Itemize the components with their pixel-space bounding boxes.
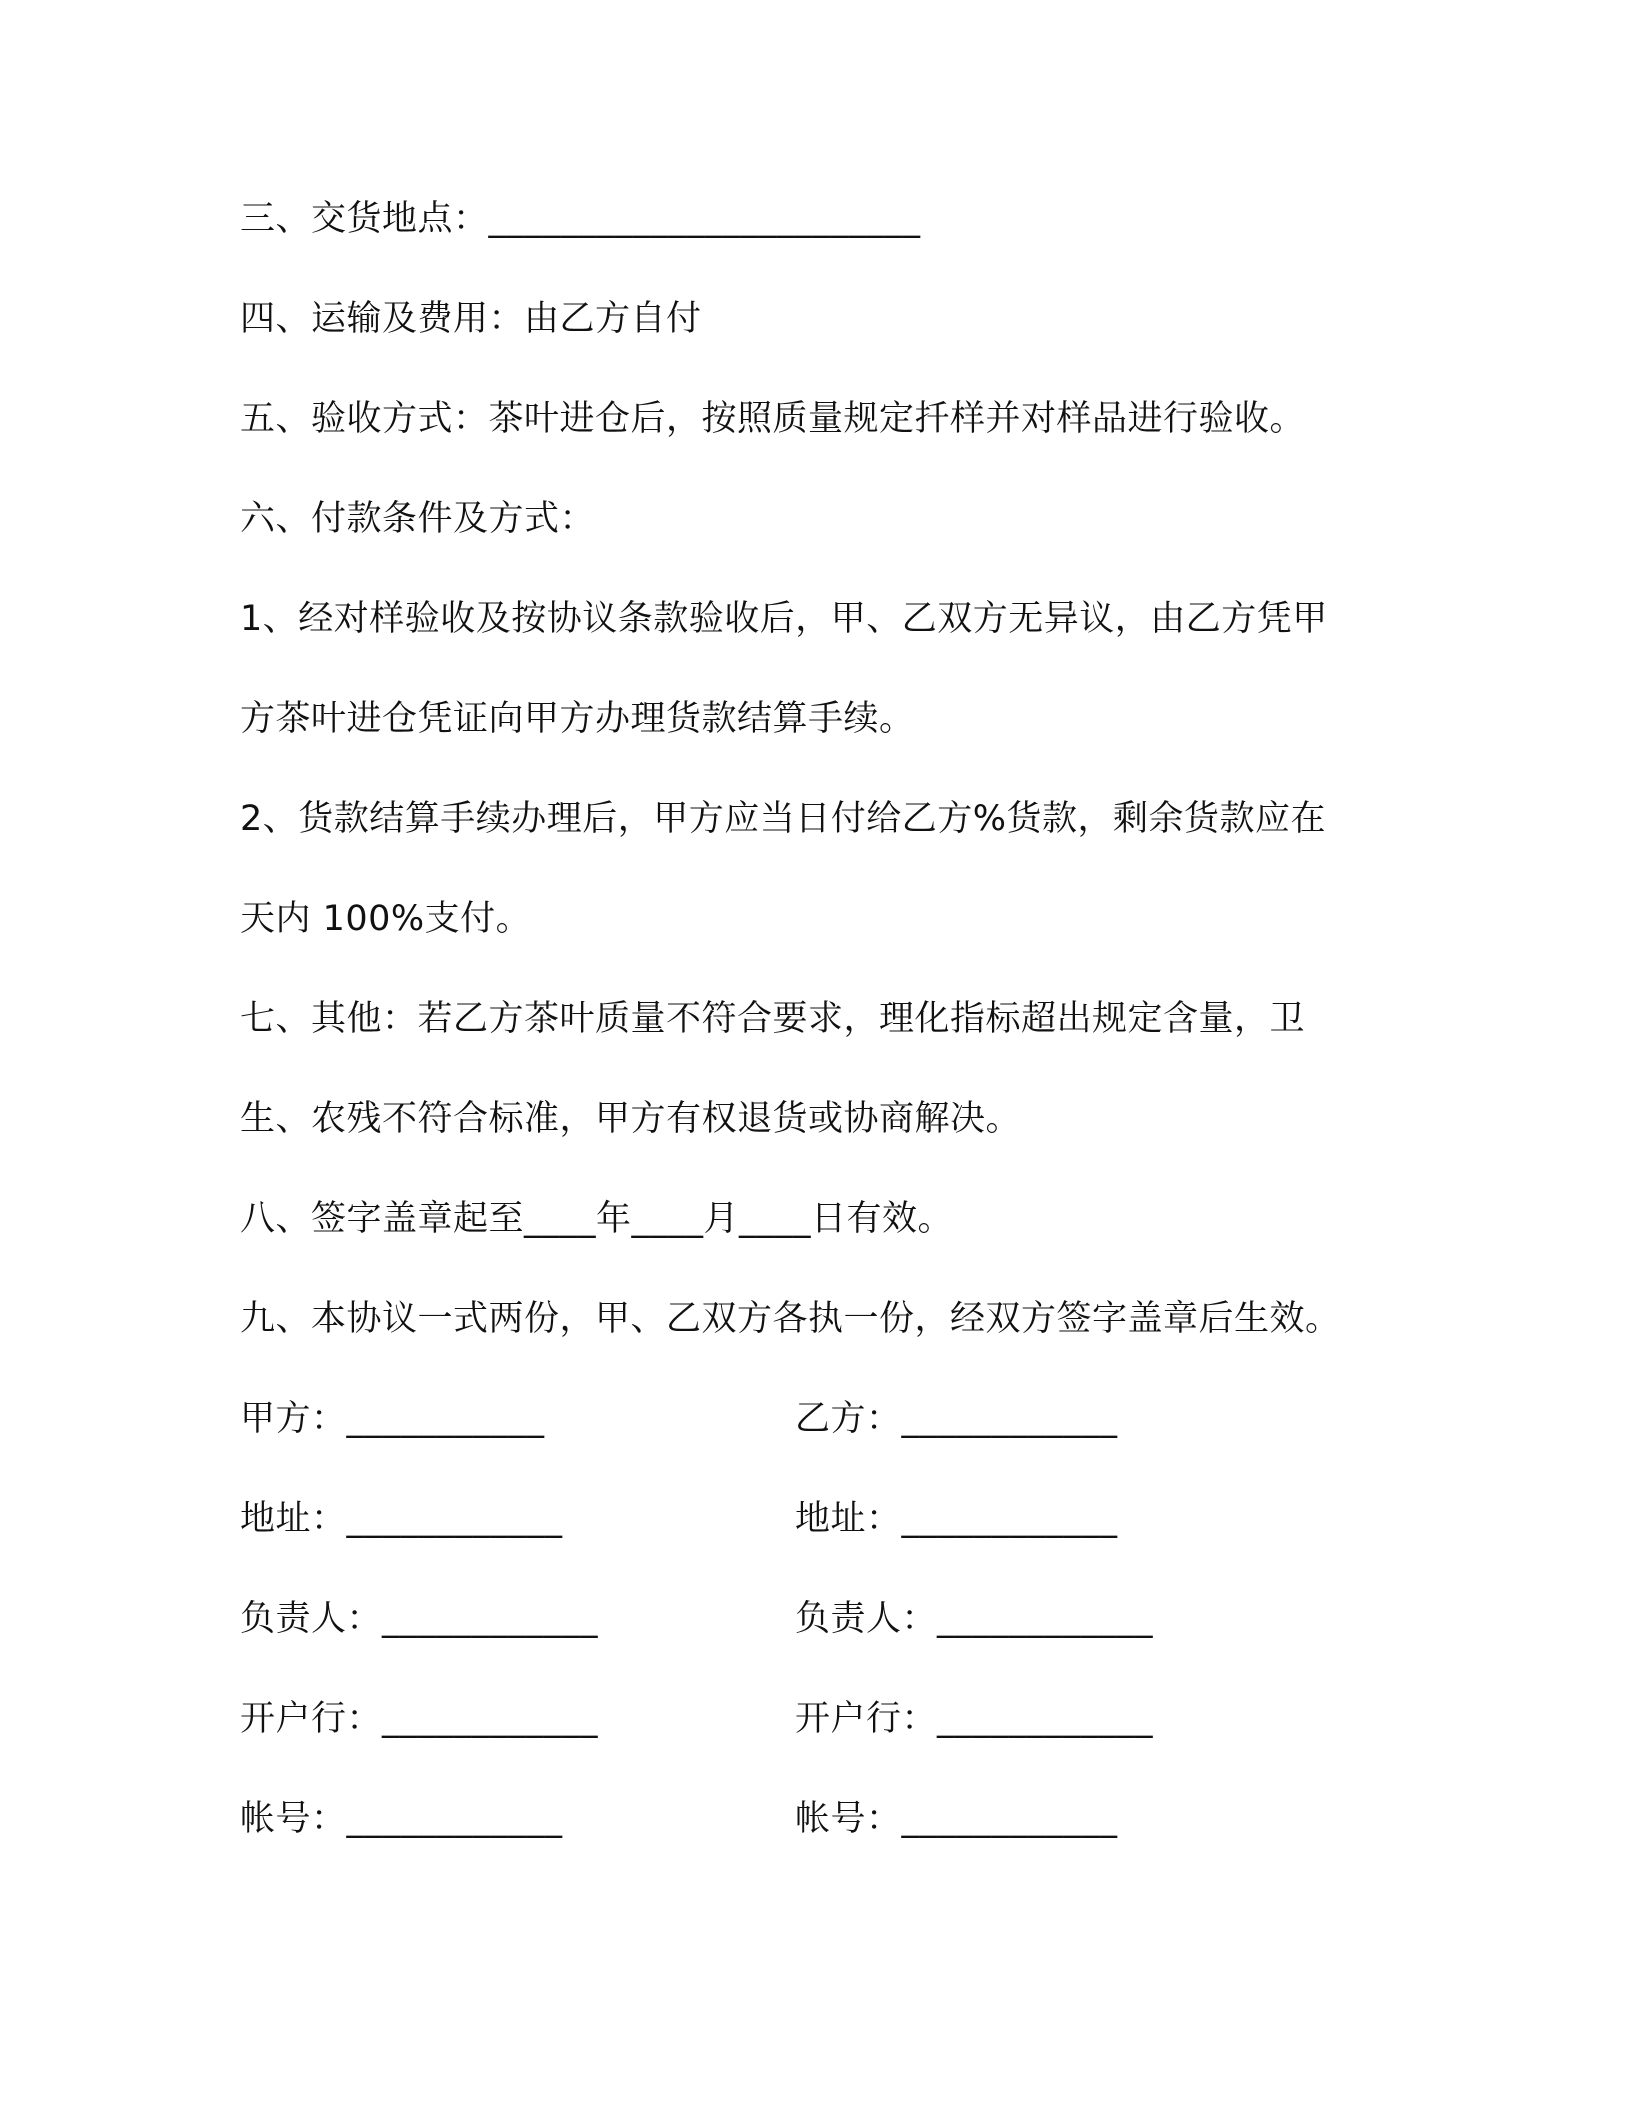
clause-payment-item-2-line-2: 天内 100%支付。 [240, 899, 532, 939]
clause-payment-item-1-line-1: 1、经对样验收及按协议条款验收后，甲、乙双方无异议，由乙方凭甲 [240, 599, 1328, 639]
party-b-address: 地址：____________ [795, 1499, 1118, 1539]
party-b-account: 帐号：____________ [795, 1799, 1118, 1839]
party-a-name: 甲方：___________ [240, 1399, 545, 1439]
clause-payment-item-2-line-1: 2、货款结算手续办理后，甲方应当日付给乙方%货款，剩余货款应在 [240, 799, 1327, 839]
clause-validity: 八、签字盖章起至____年____月____日有效。 [240, 1199, 954, 1239]
party-a-bank: 开户行：____________ [240, 1699, 599, 1739]
clause-payment-heading: 六、付款条件及方式： [240, 499, 596, 539]
clause-acceptance-method: 五、验收方式：茶叶进仓后，按照质量规定扦样并对样品进行验收。 [240, 399, 1306, 439]
party-a-address: 地址：____________ [240, 1499, 563, 1539]
party-b-name: 乙方：____________ [795, 1399, 1118, 1439]
clause-other-line-2: 生、农残不符合标准，甲方有权退货或协商解决。 [240, 1099, 1022, 1139]
party-b-bank: 开户行：____________ [795, 1699, 1154, 1739]
party-a-account: 帐号：____________ [240, 1799, 563, 1839]
party-a-person-in-charge: 负责人：____________ [240, 1599, 599, 1639]
party-b-person-in-charge: 负责人：____________ [795, 1599, 1154, 1639]
clause-other-line-1: 七、其他：若乙方茶叶质量不符合要求，理化指标超出规定含量，卫 [240, 999, 1306, 1039]
clause-delivery-location: 三、交货地点：________________________ [240, 199, 921, 239]
clause-payment-item-1-line-2: 方茶叶进仓凭证向甲方办理货款结算手续。 [240, 699, 915, 739]
clause-transport-cost: 四、运输及费用：由乙方自付 [240, 299, 702, 339]
clause-copies: 九、本协议一式两份，甲、乙双方各执一份，经双方签字盖章后生效。 [240, 1299, 1341, 1339]
